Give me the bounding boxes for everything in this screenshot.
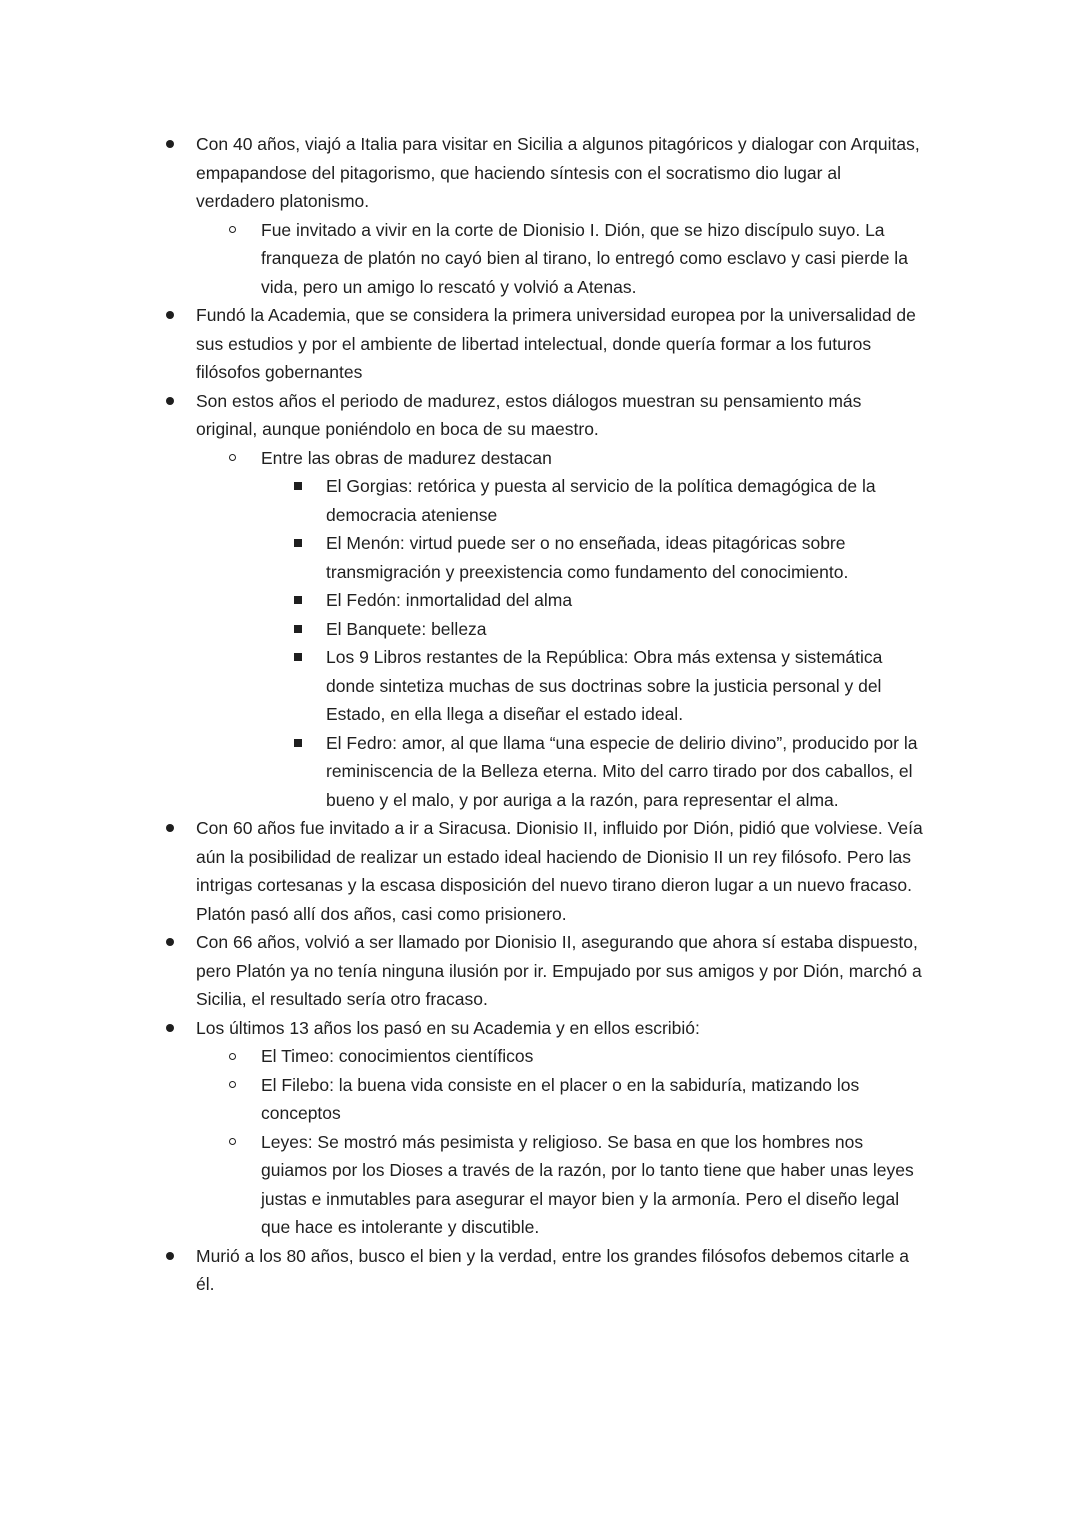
bullet-circle-icon	[229, 1053, 236, 1060]
bullet-square-icon	[294, 472, 302, 501]
text-line: El Fedón: inmortalidad del alma	[326, 590, 573, 610]
bullet-disc-icon	[166, 387, 174, 416]
list-item-level-2	[0, 1042, 1080, 1071]
text-line: Murió a los 80 años, busco el bien y la verdad, entre los grandes filósofos debemos citarle a	[196, 1245, 910, 1266]
bullet-disc-icon	[166, 1024, 174, 1032]
bullet-circle-icon	[229, 1071, 236, 1100]
text-line: El Fedro: amor, al que llama “una especie de delirio divino”, producido por la	[326, 732, 918, 753]
bullet-circle-icon	[229, 216, 236, 245]
bullet-circle-icon	[229, 1128, 236, 1157]
bullet-disc-icon	[166, 928, 174, 957]
text-line: Platón pasó allí dos años, casi como prisionero.	[196, 903, 567, 924]
text-line: que hace es intolerante y discutible.	[261, 1217, 540, 1237]
text-line: aún la posibilidad de realizar un estado ideal haciendo de Dionisio II un rey filósofo. Pero las	[196, 846, 912, 867]
bullet-disc-icon	[166, 140, 174, 148]
list-item-level-3	[0, 586, 1080, 615]
list-item-level-3	[0, 729, 1080, 815]
text-line: justas e inmutables para asegurar el mayor bien y la armonía. Pero el diseño legal	[261, 1188, 900, 1209]
list-item-level-1	[0, 130, 1080, 216]
bullet-circle-icon	[229, 1042, 236, 1071]
list-item-level-3	[0, 643, 1080, 729]
bullet-square-icon	[294, 615, 302, 644]
text-line: empapandose del pitagorismo, que haciendo síntesis con el socratismo dio lugar al	[196, 162, 841, 183]
bullet-disc-icon	[166, 814, 174, 843]
list-item-level-3	[0, 615, 1080, 644]
text-line: El Filebo: la buena vida consiste en el placer o en la sabiduría, matizando los	[261, 1074, 860, 1095]
bullet-square-icon	[294, 729, 302, 758]
bullet-circle-icon	[229, 226, 236, 233]
text-line: bueno y el malo, y por auriga a la razón, para representar el alma.	[326, 789, 839, 810]
text-line: él.	[196, 1274, 215, 1294]
bullet-square-icon	[294, 739, 302, 747]
text-line: democracia ateniense	[326, 504, 498, 525]
text-line: Sicilia, el resultado sería otro fracaso.	[196, 989, 488, 1009]
text-line: verdadero platonismo.	[196, 191, 370, 211]
bullet-disc-icon	[166, 301, 174, 330]
text-line: sus estudios y por el ambiente de libertad intelectual, donde quería formar a los futuros	[196, 333, 872, 354]
bullet-circle-icon	[229, 1138, 236, 1145]
text-line: reminiscencia de la Belleza eterna. Mito del carro tirado por dos caballos, el	[326, 761, 913, 781]
text-line: El Menón: virtud puede ser o no enseñada, ideas pitagóricas sobre	[326, 533, 846, 553]
bullet-circle-icon	[229, 1081, 236, 1088]
bullet-square-icon	[294, 482, 302, 490]
text-line: original, aunque poniéndolo en boca de su maestro.	[196, 419, 599, 439]
list-item-level-2	[0, 1071, 1080, 1128]
bullet-disc-icon	[166, 397, 174, 405]
bullet-disc-icon	[166, 938, 174, 946]
bullet-circle-icon	[229, 454, 236, 461]
text-line: Entre las obras de madurez destacan	[261, 447, 552, 468]
text-line: Estado, en ella llega a diseñar el estado ideal.	[326, 704, 684, 724]
text-line: El Banquete: belleza	[326, 618, 487, 639]
text-line: Son estos años el periodo de madurez, estos diálogos muestran su pensamiento más	[196, 390, 862, 411]
text-line: transmigración y preexistencia como fundamento del conocimiento.	[326, 561, 849, 582]
text-line: Los 9 Libros restantes de la República: Obra más extensa y sistemática	[326, 647, 883, 667]
text-line: El Timeo: conocimientos científicos	[261, 1046, 534, 1066]
text-line: intrigas cortesanas y la escasa disposición del nuevo tirano dieron lugar a un nuevo fracaso.	[196, 875, 912, 895]
list-item-level-1	[0, 1014, 1080, 1043]
text-line: El Gorgias: retórica y puesta al servicio de la política demagógica de la	[326, 476, 876, 496]
text-line: Leyes: Se mostró más pesimista y religioso. Se basa en que los hombres nos	[261, 1131, 864, 1152]
bullet-square-icon	[294, 529, 302, 558]
text-line: guiamos por los Dioses a través de la razón, por lo tanto tiene que haber unas leyes	[261, 1160, 914, 1180]
list-item-level-2	[0, 444, 1080, 473]
text-line: donde sintetiza muchas de sus doctrinas sobre la justicia personal y del	[326, 675, 882, 696]
bullet-disc-icon	[166, 311, 174, 319]
bullet-circle-icon	[229, 444, 236, 473]
bullet-disc-icon	[166, 130, 174, 159]
bullet-disc-icon	[166, 1014, 174, 1043]
document-body	[0, 130, 1080, 1299]
list-item-level-2	[0, 1128, 1080, 1242]
list-item-level-2	[0, 216, 1080, 302]
text-line: filósofos gobernantes	[196, 362, 363, 382]
bullet-square-icon	[294, 643, 302, 672]
bullet-disc-icon	[166, 824, 174, 832]
list-item-level-3	[0, 529, 1080, 586]
bullet-disc-icon	[166, 1252, 174, 1260]
text-line: Fue invitado a vivir en la corte de Dionisio I. Dión, que se hizo discípulo suyo. La	[261, 219, 885, 240]
bullet-square-icon	[294, 653, 302, 661]
text-line: Fundó la Academia, que se considera la primera universidad europea por la universalidad de	[196, 305, 916, 325]
text-line: vida, pero un amigo lo rescató y volvió a Atenas.	[261, 276, 637, 297]
list-item-level-3	[0, 472, 1080, 529]
list-item-level-1	[0, 928, 1080, 1014]
bullet-square-icon	[294, 596, 302, 604]
text-line: conceptos	[261, 1103, 341, 1123]
bullet-square-icon	[294, 625, 302, 633]
text-line: Con 66 años, volvió a ser llamado por Dionisio II, asegurando que ahora sí estaba dispuesto,	[196, 932, 918, 952]
text-line: Con 40 años, viajó a Italia para visitar en Sicilia a algunos pitagóricos y dialogar con Arquitas,	[196, 134, 920, 154]
bullet-square-icon	[294, 586, 302, 615]
list-item-level-1	[0, 814, 1080, 928]
list-item-level-1	[0, 387, 1080, 444]
text-line: franqueza de platón no cayó bien al tirano, lo entregó como esclavo y casi pierde la	[261, 248, 908, 268]
bullet-square-icon	[294, 539, 302, 547]
list-item-level-1	[0, 301, 1080, 387]
text-line: Con 60 años fue invitado a ir a Siracusa. Dionisio II, influido por Dión, pidió que volviese. Veía	[196, 818, 923, 838]
list-item-level-1	[0, 1242, 1080, 1299]
bullet-disc-icon	[166, 1242, 174, 1271]
text-line: Los últimos 13 años los pasó en su Academia y en ellos escribió:	[196, 1017, 700, 1038]
text-line: pero Platón ya no tenía ninguna ilusión por ir. Empujado por sus amigos y por Dión, marchó a	[196, 960, 922, 981]
